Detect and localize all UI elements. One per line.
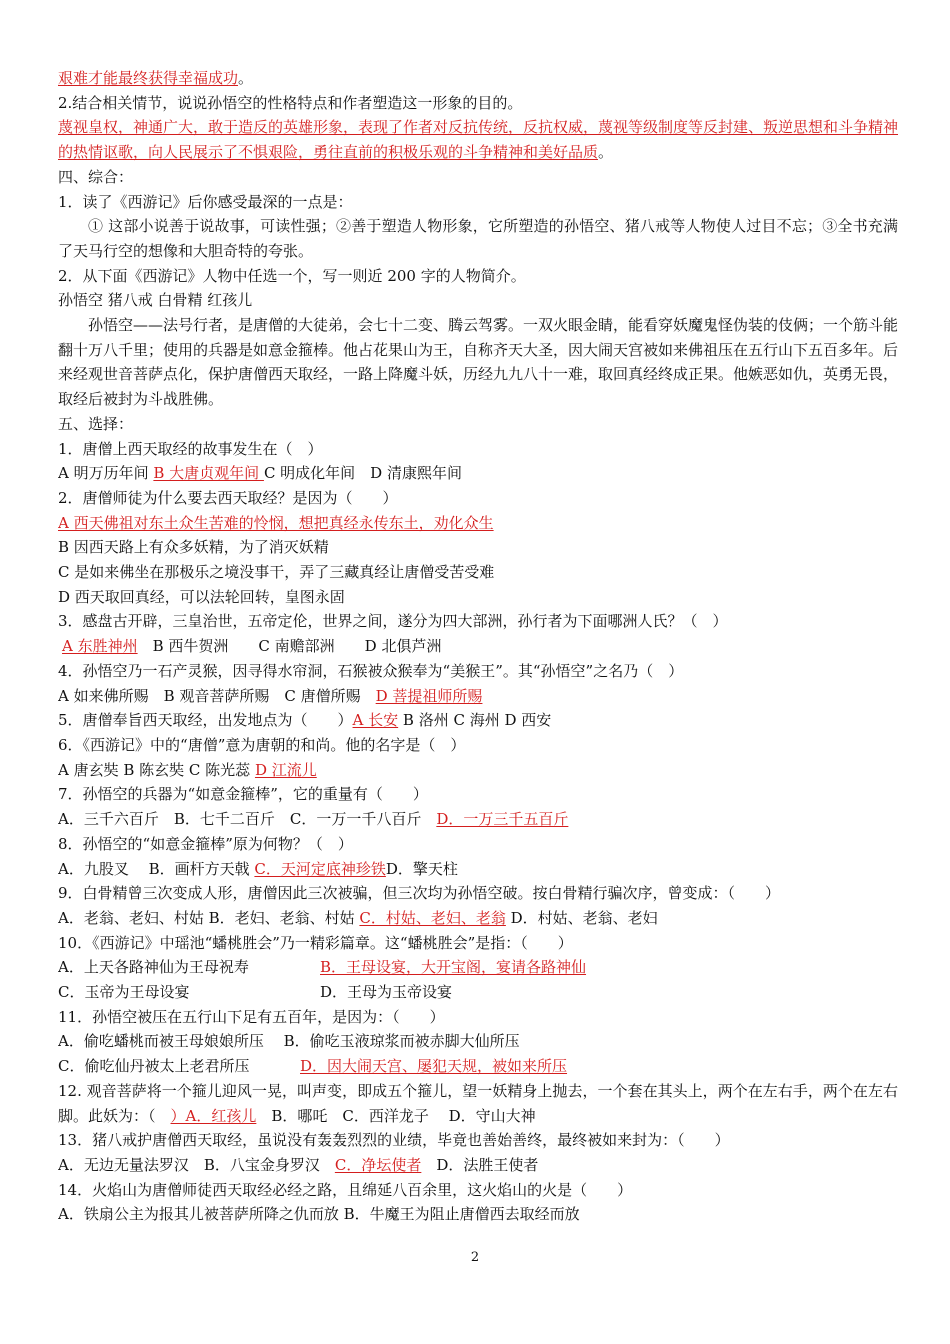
question-2: 2.结合相关情节，说说孙悟空的性格特点和作者塑造这一形象的目的。 (58, 93, 523, 112)
page-number: 2 (470, 1250, 480, 1265)
mc-q7-options: A．三千六百斤 B．七千二百斤 C．一万一千八百斤 D．一万三千五百斤 (58, 810, 569, 829)
mc-q10-stem: 10．《西游记》中瑶池“蟠桃胜会”乃一精彩篇章。这“蟠桃胜会”是指：（ ） (58, 933, 573, 952)
mc-q13-options: A．无边无量法罗汉 B．八宝金身罗汉 C．净坛使者 D．法胜王使者 (58, 1155, 539, 1174)
mc-answer: D．一万三千五百斤 (436, 810, 569, 829)
s4-answer-1: ① 这部小说善于说故事，可读性强；②善于塑造人物形象，它所塑造的孙悟空、猪八戒等人物使人过目不忘；③全书充满了天马行空的想像和大胆奇特的夸张。 (58, 217, 898, 260)
text-line: 艰难才能最终获得幸福成功。 (58, 69, 254, 87)
mc-answer: A 东胜神州 (62, 637, 138, 656)
mc-q2-option-b: B 因西天路上有众多妖精，为了消灭妖精 (58, 538, 329, 557)
mc-q4-options: A 如来佛所赐 B 观音菩萨所赐 C 唐僧所赐 D 菩提祖师所赐 (58, 686, 483, 705)
mc-answer: C．净坛使者 (334, 1155, 422, 1174)
mc-q14-stem: 14．火焰山为唐僧师徒西天取经必经之路，且绵延八百余里，这火焰山的火是（ ） (58, 1180, 633, 1199)
mc-q9-options: A．老翁、老妇、村姑 B．老妇、老翁、村姑 C．村姑、老妇、老翁 D．村姑、老翁、老妇 (58, 908, 658, 927)
mc-q11-options-cd: C．偷吃仙丹被太上老君所压 D．因大闹天宫、屡犯天规，被如来所压 (58, 1057, 568, 1076)
s4-answer-2: 孙悟空——法号行者，是唐僧的大徒弟，会七十二变、腾云驾雾。一双火眼金睛，能看穿妖魔鬼怪伪装的伎俩；一个筋斗能翻十万八千里；使用的兵器是如意金箍棒。他占花果山为王，自称齐天大圣，因大闹天宫被如来佛祖压在五行山下五百多年。后来经观世音菩萨点化，保护唐僧西天取经，一路上降魔斗妖，历经九九八十一难，取回真经终成正果。他嫉恶如仇，英勇无畏，取经后被封为斗战胜佛。 (58, 316, 899, 409)
mc-q7-stem: 7．孙悟空的兵器为“如意金箍棒”，它的重量有（ ） (58, 785, 428, 804)
mc-q3-options: A 东胜神州 B 西牛贺洲 C 南赡部洲 D 北俱芦洲 (62, 637, 442, 656)
s4-character-names: 孙悟空 猪八戒 白骨精 红孩儿 (58, 291, 253, 310)
s4-question-2: 2．从下面《西游记》人物中任选一个，写一则近 200 字的人物简介。 (58, 266, 526, 285)
mc-answer: D 江流儿 (254, 760, 317, 779)
mc-q8-stem: 8．孙悟空的“如意金箍棒”原为何物？（ ） (58, 834, 353, 853)
mc-q3-stem: 3．感盘古开辟，三皇治世，五帝定伦，世界之间，遂分为四大部洲，孙行者为下面哪洲人氏？（ ） (58, 612, 728, 631)
s4-question-1: 1．读了《西游记》后你感受最深的一点是： (58, 192, 353, 211)
mc-q11-options-ab: A．偷吃蟠桃而被王母娘娘所压 B．偷吃玉液琼浆而被赤脚大仙所压 (58, 1032, 520, 1051)
mc-q9-stem: 9．白骨精曾三次变成人形，唐僧因此三次被骗，但三次均为孙悟空破。按白骨精行骗次序，曾变成：（ ） (58, 884, 781, 903)
mc-q11-stem: 11．孙悟空被压在五行山下足有五百年，是因为：（ ） (58, 1007, 445, 1026)
section-4-heading: 四、综合： (58, 167, 134, 186)
mc-answer: B．王母设宴，大开宝阁，宴请各路神仙 (320, 958, 587, 977)
mc-answer: B 大唐贞观年间 (153, 464, 264, 483)
mc-q12: 12. 观音菩萨将一个箍儿迎风一晃，叫声变，即成五个箍儿，望一妖精身上抛去，一个套在其头上，两个在左右手，两个在左右脚。此妖为：（ ）A．红孩儿 B．哪吒 C．西洋龙子 D．守山大神 (58, 1081, 898, 1125)
mc-answer: D 菩提祖师所赐 (375, 686, 483, 705)
mc-q6-stem: 6．《西游记》中的“唐僧”意为唐朝的和尚。他的名字是（ ） (58, 735, 466, 754)
mc-q2-option-d: D 西天取回真经，可以法轮回转，皇图永固 (58, 587, 345, 606)
mc-answer: ）A．红孩儿 (170, 1106, 257, 1125)
mc-answer: C．村姑、老妇、老翁 (359, 908, 506, 927)
document-page (58, 66, 898, 1227)
mc-q5: 5．唐僧奉旨西天取经，出发地点为（ ）A 长安 B 洛州 C 海州 D 西安 (58, 711, 552, 730)
answer-2: 蔑视皇权，神通广大，敢于造反的英雄形象，表现了作者对反抗传统，反抗权威，蔑视等级制度等反封建、叛逆思想和斗争精神的热情讴歌，向人民展示了不惧艰险，勇往直前的积极乐观的斗争精神和美好品质。 (58, 118, 899, 162)
mc-q10-options-cd: C．玉帝为王母设宴 D．王母为玉帝设宴 (58, 983, 453, 1002)
section-5-heading: 五、选择： (58, 414, 134, 433)
mc-q2-option-c: C 是如来佛坐在那极乐之境没事干，弄了三藏真经让唐僧受苦受难 (58, 563, 495, 582)
mc-q13-stem: 13．猪八戒护唐僧西天取经，虽说没有轰轰烈烈的业绩，毕竟也善始善终，最终被如来封为：（ ） (58, 1131, 730, 1150)
mc-answer: A 长安 (352, 711, 399, 730)
answer-text: 艰难才能最终获得幸福成功 (58, 69, 239, 87)
mc-answer: C．天河定底神珍铁 (254, 859, 386, 878)
mc-q2-answer: A 西天佛祖对东土众生苦难的怜悯，想把真经永传东土，劝化众生 (58, 513, 494, 532)
mc-q8-options: A．九股叉 B．画杆方天戟 C．天河定底神珍铁D．擎天柱 (58, 859, 458, 878)
mc-q2-stem: 2．唐僧师徒为什么要去西天取经？是因为（ ） (58, 488, 398, 507)
mc-q1-options: A 明万历年间 B 大唐贞观年间 C 明成化年间 D 清康熙年间 (58, 464, 462, 483)
mc-q10-options-ab: A．上天各路神仙为王母祝寿 B．王母设宴，大开宝阁，宴请各路神仙 (58, 958, 587, 977)
mc-answer: D．因大闹天宫、屡犯天规，被如来所压 (300, 1057, 568, 1076)
mc-q6-options: A 唐玄奘 B 陈玄奘 C 陈光蕊 D 江流儿 (58, 760, 317, 779)
mc-q4-stem: 4．孙悟空乃一石产灵猴，因寻得水帘洞，石猴被众猴奉为“美猴王”。其“孙悟空”之名乃（ ） (58, 661, 684, 680)
mc-q14-options: A．铁扇公主为报其儿被菩萨所降之仇而放 B．牛魔王为阻止唐僧西去取经而放 (58, 1205, 580, 1224)
mc-q1-stem: 1．唐僧上西天取经的故事发生在（ ） (58, 439, 323, 458)
